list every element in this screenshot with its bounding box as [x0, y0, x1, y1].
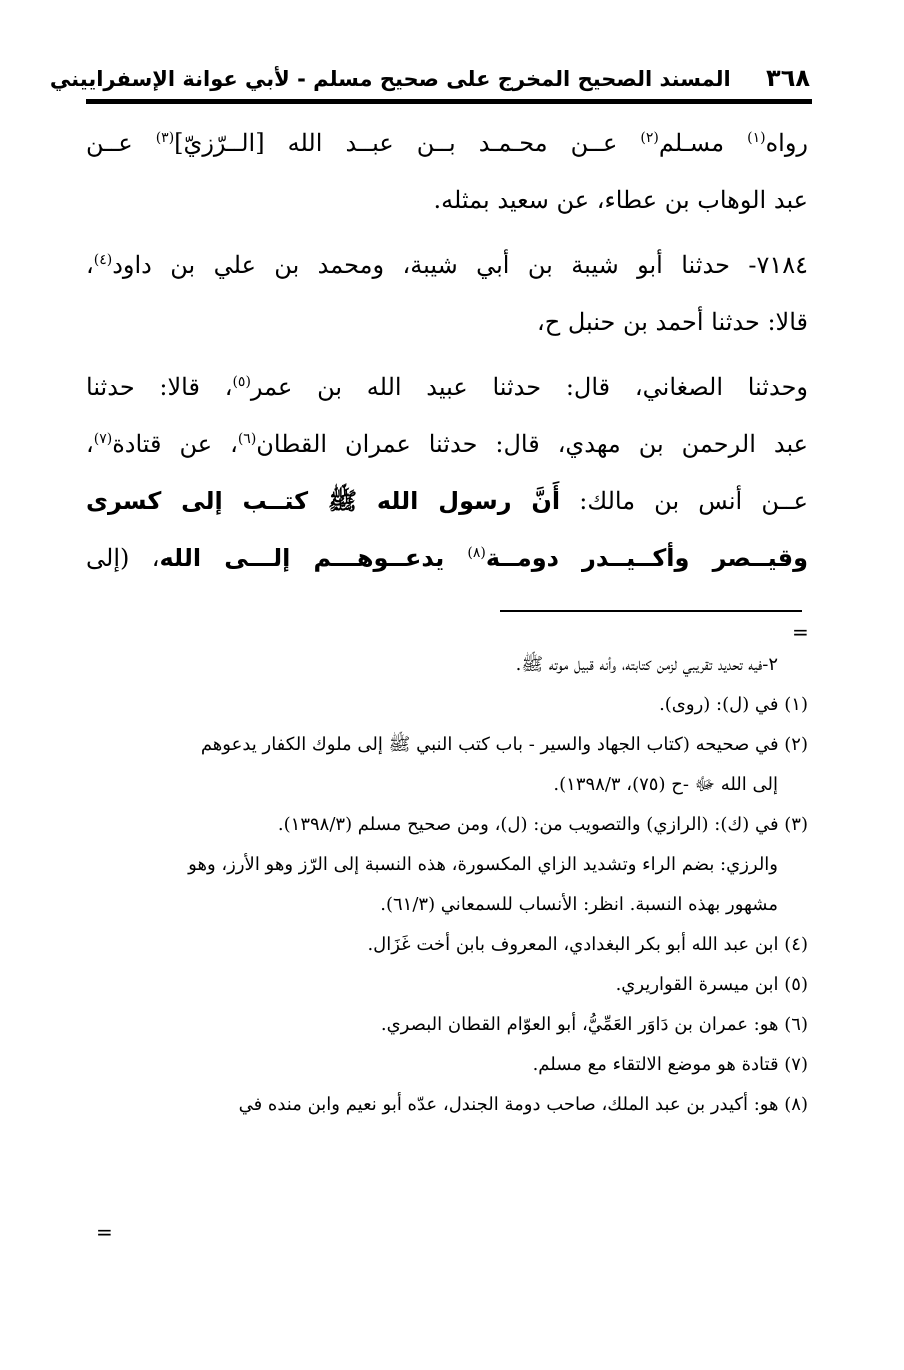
hadith-text-bold: أَنَّ رسول الله ﷺ كتــب إلى كسرى — [86, 487, 561, 515]
footnote-continuation: إلى الله ﷻ -ح (٧٥)، ١٣٩٨/٣). — [553, 774, 778, 795]
text-line — [86, 473, 808, 530]
text-line — [86, 530, 808, 587]
text-run: عــن أنس بن مالك: — [560, 487, 808, 515]
text-run: ٧١٨٤- حدثنا أبو شيبة بن أبي شيبة، ومحمد بن علي بن داود — [112, 251, 808, 279]
footnote: (٢) في صحيحه (كتاب الجهاد والسير - باب كتب النبي ﷺ إلى ملوك الكفار يدعوهم — [200, 734, 808, 755]
footnote: (١) في (ل): (روى). — [659, 694, 808, 715]
text-line: عبد الوهاب بن عطاء، عن سعيد بمثله. — [433, 186, 808, 214]
text-run: وحدثنا الصغاني، قال: حدثنا عبيد الله بن عمر — [250, 373, 808, 401]
footnote-ref: (٤) — [93, 252, 113, 268]
text-line: قالا: حدثنا أحمد بن حنبل ح، — [536, 308, 808, 336]
footnote-ref: (٢) — [640, 130, 659, 146]
footnote-ref: (٨) — [467, 545, 486, 561]
hadith-text-bold: وقيــصر وأكــيــدر دومــة — [485, 544, 808, 572]
text-line — [86, 359, 808, 416]
footnotes — [86, 645, 808, 1125]
text-run: عــن محـمـد بــن عبــد الله [الــرّزيّ] — [174, 129, 641, 157]
running-header — [49, 58, 810, 98]
footnote-ref: (٦) — [237, 431, 257, 447]
footnote: (٤) ابن عبد الله أبو بكر البغدادي، المعروف بابن أخت غَزَال. — [367, 934, 808, 955]
text-run: ، — [86, 251, 94, 279]
footnote-ref: (٧) — [93, 431, 113, 447]
footnote: (٣) في (ك): (الرازي) والتصويب من: (ل)، ومن صحيح مسلم (١٣٩٨/٣). — [277, 814, 808, 835]
footnote: (٧) قتادة هو موضع الالتقاء مع مسلم. — [532, 1054, 808, 1075]
footnote-ref: (١) — [747, 130, 766, 146]
hadith-text-bold: يدعــوهـــم إلـــى الله — [159, 544, 468, 572]
text-line — [86, 115, 808, 172]
text-run: ، (إلى — [86, 544, 160, 572]
footnote-ref: (٥) — [232, 374, 251, 390]
footnote: (٦) هو: عمران بن دَاوَر العَمِّيُّ، أبو العوّام القطان البصري. — [380, 1014, 808, 1035]
text-run: ، قالا: حدثنا — [86, 373, 233, 401]
header-rule — [86, 99, 812, 104]
footnote-continuation: والرزي: بضم الراء وتشديد الزاي المكسورة، هذه النسبة إلى الرّز وهو الأرز، وهو — [188, 854, 778, 875]
text-run: رواه — [765, 129, 809, 157]
continuation-mark-top: = — [792, 620, 809, 644]
text-line — [86, 237, 808, 294]
footnote-continuation: مشهور بهذه النسبة. انظر: الأنساب للسمعاني (٦١/٣). — [380, 894, 778, 915]
text-run: عبد الرحمن بن مهدي، قال: حدثنا عمران القطان — [256, 430, 809, 458]
text-run: عــن — [86, 129, 156, 157]
text-run: ، — [86, 430, 94, 458]
text-run: مسـلم — [658, 129, 748, 157]
main-text — [86, 115, 808, 587]
page-number: ٣٦٨ — [766, 64, 810, 92]
continuation-mark-bottom: = — [96, 1220, 113, 1244]
footnote-separator — [500, 610, 802, 612]
footnote: ٢-فيه تحديد تقريبي لزمن كتابته، وأنه قبيل موته ﷺ. — [515, 654, 778, 675]
footnote: (٨) هو: أكيدر بن عبد الملك، صاحب دومة الجندل، عدّه أبو نعيم وابن منده في — [238, 1094, 808, 1115]
footnote: (٥) ابن ميسرة القواريري. — [615, 974, 808, 995]
footnote-ref: (٣) — [155, 130, 175, 146]
text-line — [86, 416, 808, 473]
text-run: ، عن قتادة — [112, 430, 238, 458]
running-title: المسند الصحيح المخرج على صحيح مسلم - لأبي عوانة الإسفراييني — [49, 67, 731, 91]
